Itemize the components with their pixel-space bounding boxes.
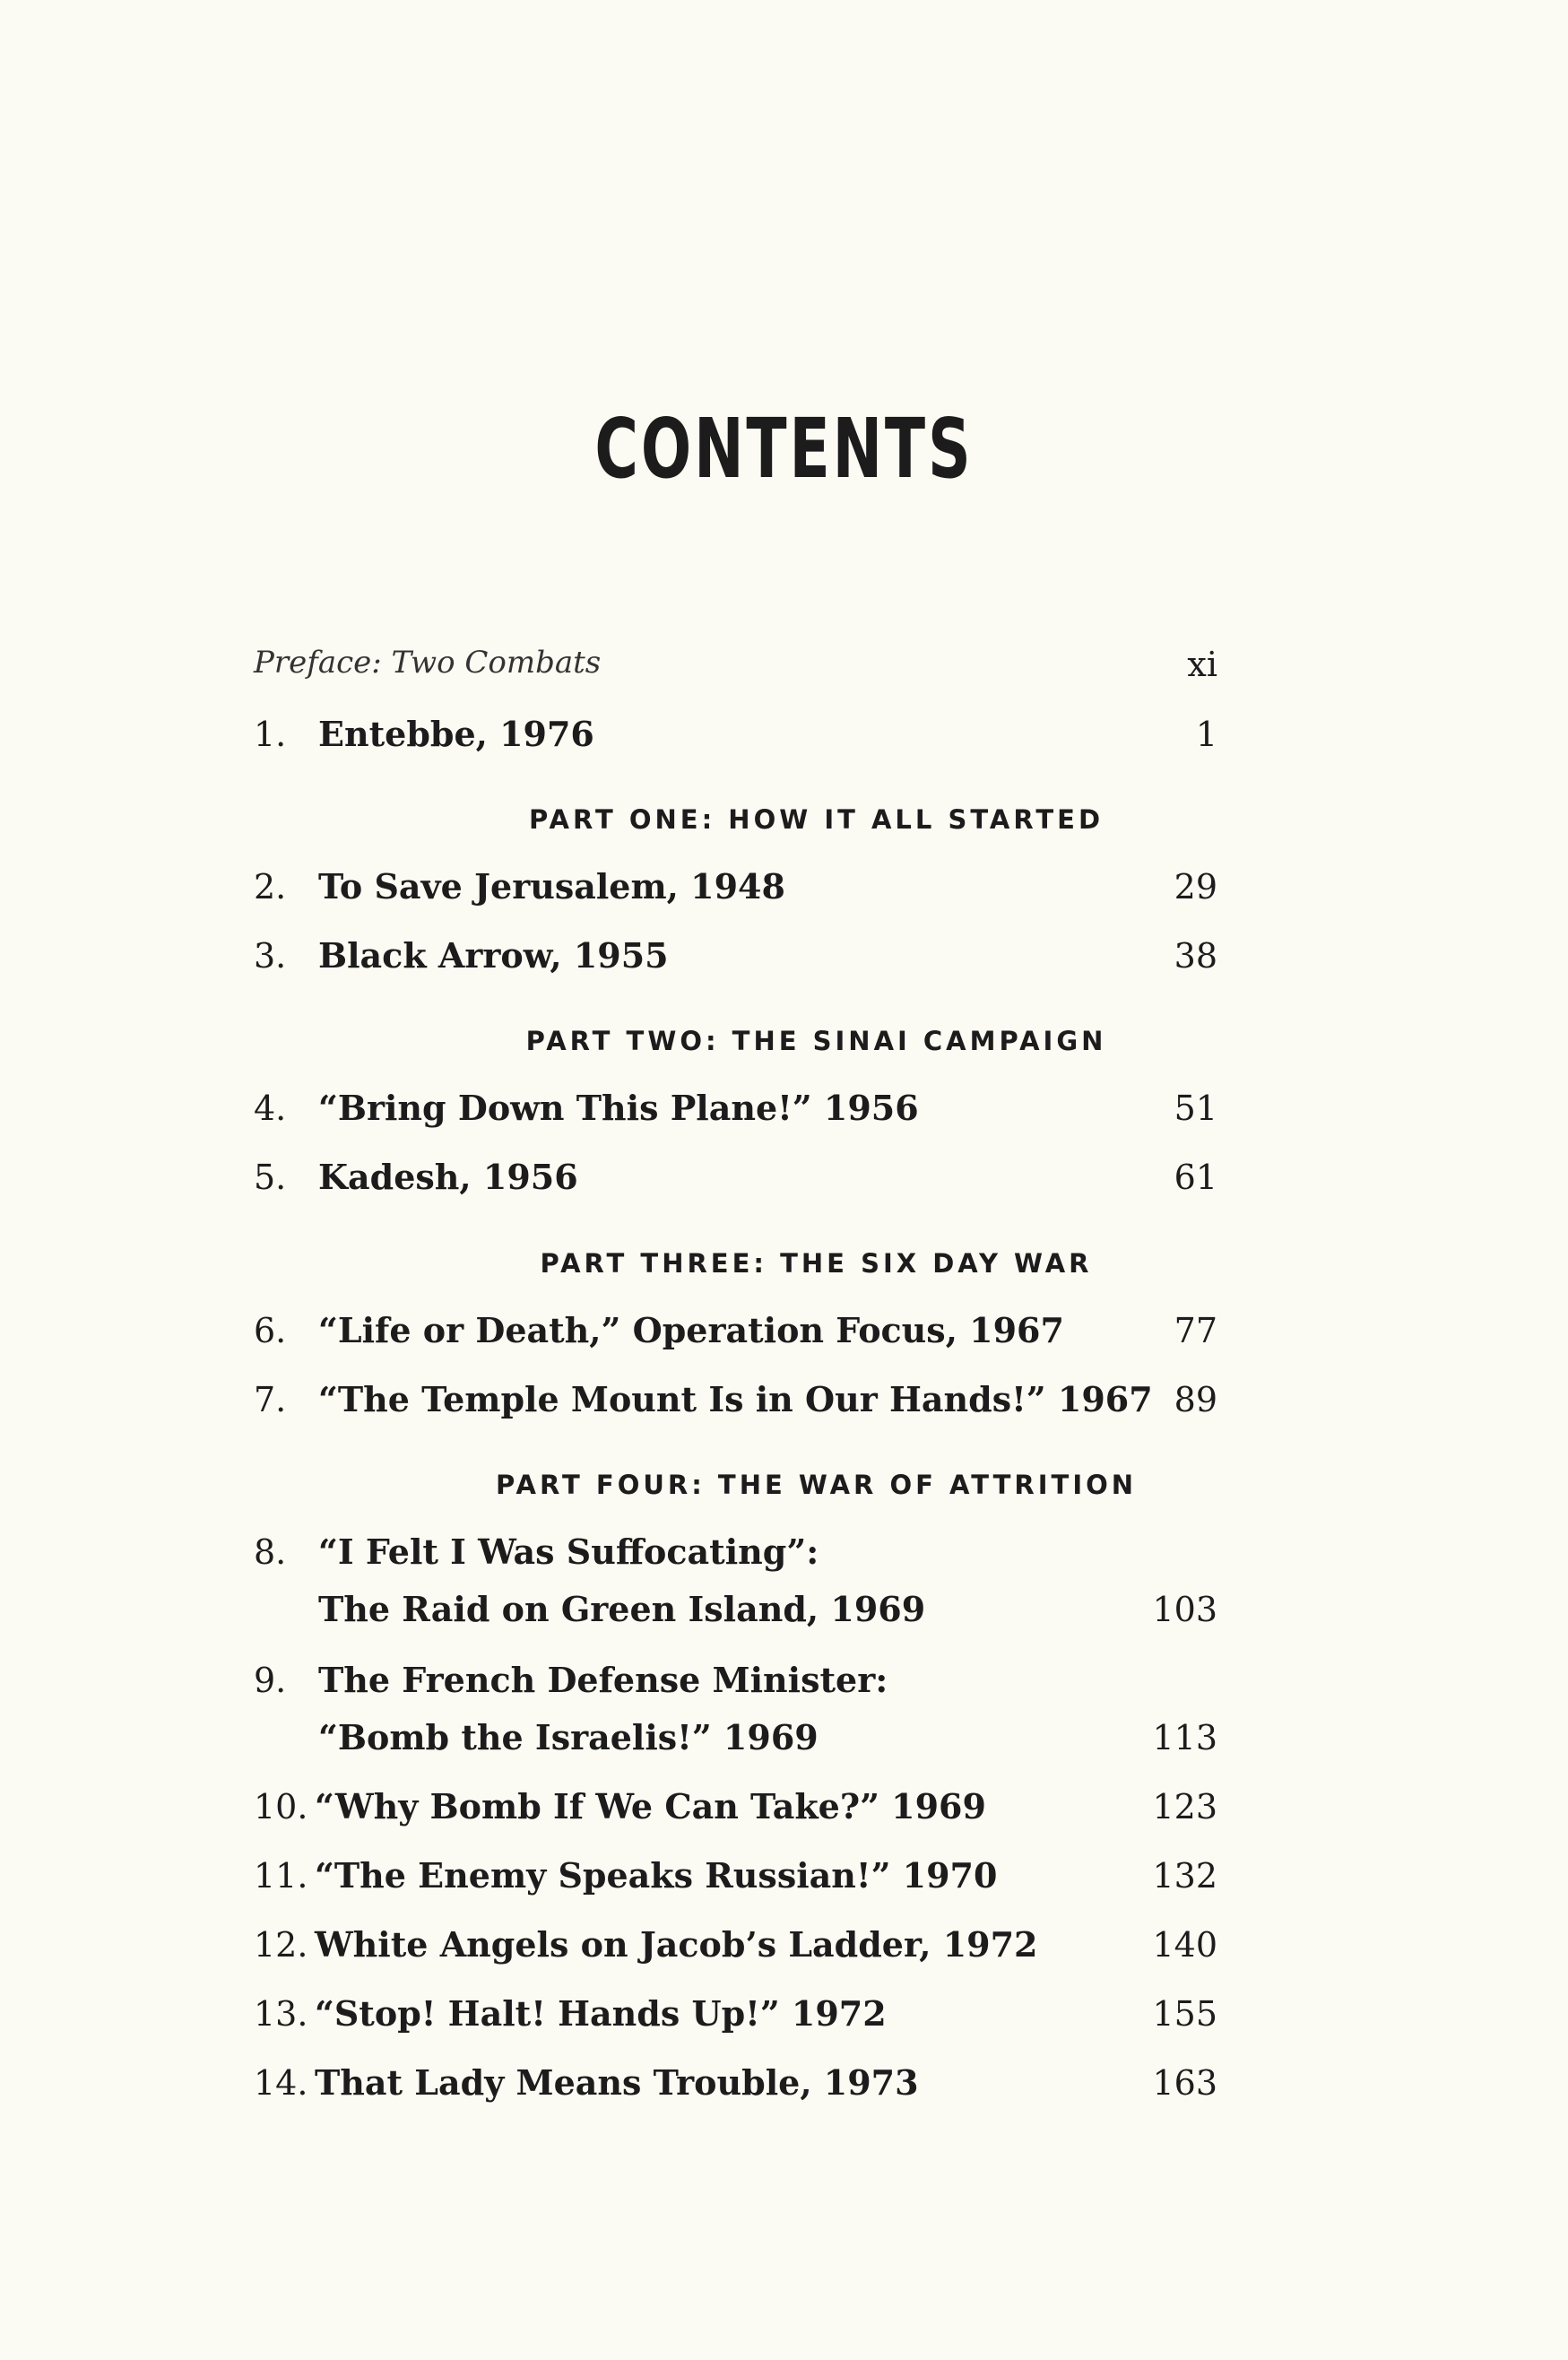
toc-entry-page: 103 [1152,1590,1217,1629]
part-heading-label: PART TWO: THE SINAI CAMPAIGN [525,1026,1107,1056]
toc-entry-number: 9. [254,1661,287,1700]
toc-entry-page: 77 [1174,1311,1217,1350]
toc-entry-title: Preface: Two Combats [254,645,602,681]
toc-entry-page: 51 [1174,1089,1217,1128]
toc-entry-number: 6. [254,1311,287,1350]
toc-entry-title: “I Felt I Was Suffocating”: [318,1531,819,1572]
toc-entry-title: That Lady Means Trouble, 1973 [315,2062,919,2103]
toc-entry-number: 4. [254,1089,287,1128]
page-title: CONTENTS [594,401,974,497]
toc-entry-title: “The Temple Mount Is in Our Hands!” 1967 [318,1379,1153,1419]
toc-entry-page: 140 [1152,1925,1217,1965]
toc-entry-title: “The Enemy Speaks Russian!” 1970 [315,1855,998,1896]
toc-entry-page: 29 [1174,867,1217,907]
part-heading [0,804,1568,835]
toc-entry-page: 123 [1152,1787,1217,1826]
toc-entry-page: 38 [1174,936,1217,976]
toc-entry-number: 2. [254,867,287,907]
toc-entry-title-continued: The Raid on Green Island, 1969 [318,1589,926,1629]
toc-entry-page: 89 [1174,1380,1217,1419]
toc-entry-title: White Angels on Jacob’s Ladder, 1972 [315,1924,1038,1965]
part-heading-label: PART FOUR: THE WAR OF ATTRITION [495,1470,1138,1500]
toc-entry-number: 8. [254,1532,287,1572]
toc-entry-page: 163 [1152,2063,1217,2103]
part-heading [0,1248,1568,1279]
toc-entry-page: 132 [1152,1856,1217,1896]
toc-entry-number: 5. [254,1158,287,1197]
toc-entry-title: Kadesh, 1956 [318,1157,578,1197]
toc-entry-title: “Why Bomb If We Can Take?” 1969 [315,1786,986,1826]
toc-entry-title: “Life or Death,” Operation Focus, 1967 [318,1310,1064,1350]
part-heading [0,1472,1568,1498]
toc-entry-number: 14. [254,2063,308,2103]
toc-entry-title: To Save Jerusalem, 1948 [318,866,785,907]
toc-entry-page: xi [1187,645,1217,684]
toc-entry-number: 12. [254,1925,308,1965]
toc-entry-number: 3. [254,936,287,976]
part-heading [0,1028,1568,1054]
toc-entry-number: 1. [254,715,287,754]
toc-entry-page: 113 [1152,1718,1217,1757]
toc-entry-page: 155 [1152,1994,1217,2034]
part-heading-label: PART THREE: THE SIX DAY WAR [540,1248,1093,1279]
toc-entry-title: Entebbe, 1976 [318,714,594,754]
part-heading-label: PART ONE: HOW IT ALL STARTED [528,804,1105,835]
toc-entry-title: Black Arrow, 1955 [318,935,669,976]
toc-entry-number: 13. [254,1994,308,2034]
toc-entry-page: 61 [1174,1158,1217,1197]
toc-entry-title: “Bring Down This Plane!” 1956 [318,1088,919,1128]
toc-entry-title-continued: “Bomb the Israelis!” 1969 [318,1717,819,1757]
toc-entry-number: 7. [254,1380,287,1419]
toc-entry-number: 11. [254,1856,308,1896]
toc-entry-title: The French Defense Minister: [318,1660,888,1700]
toc-entry-title: “Stop! Halt! Hands Up!” 1972 [315,1993,887,2034]
toc-entry-page: 1 [1195,715,1217,754]
toc-entry-number: 10. [254,1787,308,1826]
